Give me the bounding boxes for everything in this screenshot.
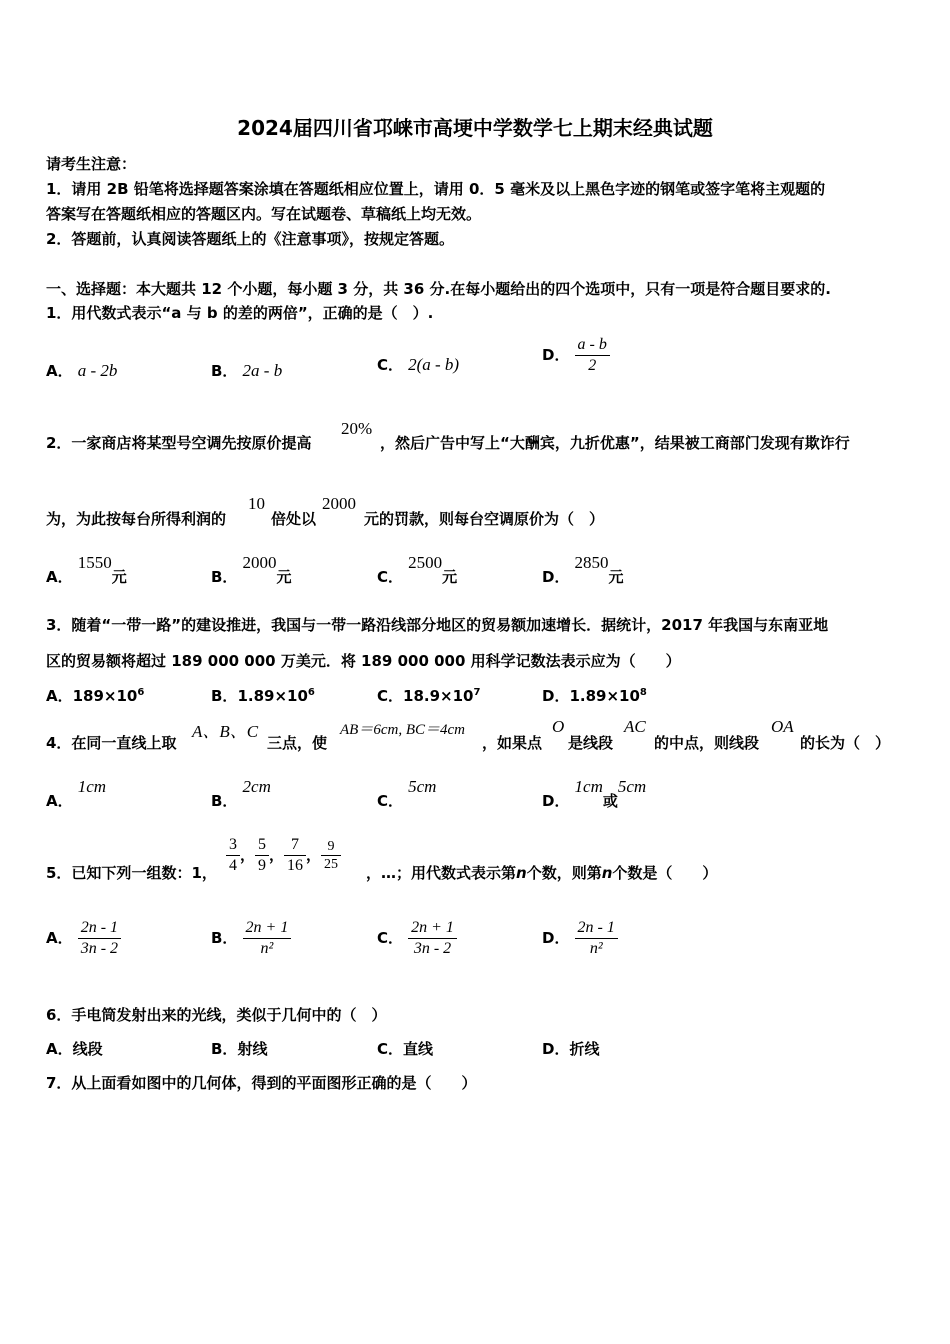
q1-label-d: D． (542, 346, 570, 364)
q2-option-c[interactable] (377, 552, 458, 586)
q1-a-value: a - 2b (77, 361, 118, 380)
q2-c-unit: 元 (442, 568, 458, 586)
q3-label-d: D． (542, 687, 570, 705)
q6-d-value: 折线 (569, 1040, 600, 1058)
q6-option-d[interactable] (542, 1038, 599, 1059)
q4-a-value: 1cm (77, 777, 107, 796)
notice-line-2: 2．答题前，认真阅读答题纸上的《注意事项》，按规定答题。 (46, 230, 454, 248)
q5-seq-fraction (284, 835, 306, 876)
q1-option-b[interactable] (211, 360, 282, 381)
q2-percent: 20% (341, 419, 373, 438)
q4-option-d[interactable] (542, 776, 647, 810)
q6-label-b: B． (211, 1040, 238, 1058)
q5-d-den: n² (589, 940, 603, 957)
q4-b-value: 2cm (242, 777, 271, 796)
q5-stem-part2 (366, 862, 717, 883)
notice-line-1a: 1．请用 2B 铅笔将选择题答案涂填在答题纸相应位置上，请用 0．5 毫米及以上黑色字迹的钢笔或签字笔将主观题的 (46, 180, 826, 198)
q4-label-b: B． (211, 792, 238, 810)
q3-option-d[interactable] (542, 685, 647, 706)
q3-a-exp: 6 (137, 687, 145, 698)
q5-seq-den: 16 (287, 857, 304, 874)
q3-d-exp: 8 (639, 687, 647, 698)
q2-a-unit: 元 (111, 568, 127, 586)
q2-stem-part4: 倍处以 (271, 510, 317, 528)
q3-b-exp: 6 (307, 687, 315, 698)
q4-label-a: A． (46, 792, 73, 810)
q2-a-value: 1550 (77, 553, 112, 572)
q3-stem-line2: 区的贸易额将超过 189 000 000 万美元．将 189 000 000 用科学记数法表示应为（ ） (46, 652, 681, 670)
notice-line-1b: 答案写在答题纸相应的答题区内。写在试题卷、草稿纸上均无效。 (46, 205, 482, 223)
q4-stem-part2: 三点，使 (267, 734, 328, 752)
q5-seq-comma: ， (240, 846, 256, 864)
q4-label-c: C． (377, 792, 404, 810)
q3-a-base: 189×10 (72, 687, 138, 705)
q3-option-c[interactable] (377, 685, 480, 706)
q2-label-a: A． (46, 568, 73, 586)
q2-b-unit: 元 (276, 568, 292, 586)
q6-option-b[interactable] (211, 1038, 267, 1059)
q1-label-a: A． (46, 362, 73, 380)
q5-seq-fraction (226, 835, 240, 876)
q5-seq-comma: ， (306, 846, 322, 864)
q4-point-o: O (552, 717, 565, 736)
q5-c-den: 3n - 2 (413, 940, 452, 957)
q4-option-a[interactable] (46, 776, 107, 810)
q2-b-value: 2000 (242, 553, 277, 572)
q5-c-fraction (408, 918, 457, 959)
q6-label-c: C． (377, 1040, 404, 1058)
q4-c-value: 5cm (408, 777, 437, 796)
q5-seq-num: 9 (321, 838, 341, 856)
q3-stem-line1: 3．随着“一带一路”的建设推进，我国与一带一路沿线部分地区的贸易额加速增长．据统计，2017 年我国与东南亚地 (46, 616, 829, 634)
q2-fine: 2000 (322, 494, 356, 513)
q4-stem-part3: ，如果点 (482, 734, 543, 752)
q5-seq-den: 25 (324, 857, 339, 872)
q6-option-a[interactable] (46, 1038, 103, 1059)
q3-option-a[interactable] (46, 685, 144, 706)
q4-d-or: 或 (602, 792, 618, 810)
q4-stem-part6: 的长为（ ） (800, 734, 891, 752)
q1-option-c[interactable] (377, 354, 459, 375)
q5-c-num: 2n + 1 (408, 918, 457, 939)
q3-label-b: B． (211, 687, 238, 705)
q5-b-fraction (243, 918, 292, 959)
q3-label-c: C． (377, 687, 404, 705)
q5-option-a[interactable] (46, 918, 121, 959)
q4-stem-part5: 的中点，则线段 (654, 734, 760, 752)
q3-c-exp: 7 (473, 687, 481, 698)
q4-option-b[interactable] (211, 776, 271, 810)
q5-stem-c: 个数，则第 (526, 864, 602, 882)
page-title: 2024届四川省邛崃市高埂中学数学七上期末经典试题 (237, 116, 713, 140)
q2-label-b: B． (211, 568, 238, 586)
q2-stem-part1: 2．一家商店将某型号空调先按原价提高 (46, 434, 312, 452)
q1-c-value: 2(a - b) (408, 355, 460, 374)
q1-b-value: 2a - b (242, 361, 283, 380)
q6-label-a: A． (46, 1040, 73, 1058)
q5-seq-fraction (321, 838, 341, 873)
q2-times: 10 (248, 494, 265, 513)
q5-seq-num: 3 (226, 835, 240, 856)
q2-label-d: D． (542, 568, 570, 586)
q2-label-c: C． (377, 568, 404, 586)
q1-option-d[interactable] (542, 335, 610, 376)
q3-c-base: 18.9×10 (403, 687, 474, 705)
q5-option-b[interactable] (211, 918, 291, 959)
q6-c-value: 直线 (403, 1040, 434, 1058)
q4-segment-ac: AC (624, 717, 646, 736)
q5-stem-part1: 5．已知下列一组数：1， (46, 864, 217, 882)
q5-seq-num: 7 (284, 835, 306, 856)
q1-d-numerator: a - b (575, 335, 610, 356)
q2-option-d[interactable] (542, 552, 624, 586)
q1-label-c: C． (377, 356, 404, 374)
q2-d-value: 2850 (574, 553, 609, 572)
q3-b-base: 1.89×10 (237, 687, 308, 705)
q3-d-base: 1.89×10 (569, 687, 640, 705)
q4-d-value-1: 1cm (574, 777, 603, 796)
q2-stem-part5: 元的罚款，则每台空调原价为（ ） (364, 510, 605, 528)
q5-n-1: n (516, 864, 527, 882)
q5-d-fraction (575, 918, 618, 959)
q4-segment-oa: OA (771, 717, 794, 736)
q4-option-c[interactable] (377, 776, 437, 810)
q2-d-unit: 元 (608, 568, 624, 586)
q5-seq-comma: ， (269, 846, 285, 864)
q2-stem-part2: ，然后广告中写上“大酬宾，九折优惠”，结果被工商部门发现有欺诈行 (380, 434, 850, 452)
q2-stem-part3: 为，为此按每台所得利润的 (46, 510, 227, 528)
q5-a-fraction (78, 918, 121, 959)
q5-b-den: n² (260, 940, 274, 957)
notice-heading: 请考生注意： (46, 155, 137, 173)
q7-stem: 7．从上面看如图中的几何体，得到的平面图形正确的是（ ） (46, 1074, 477, 1092)
q6-stem: 6．手电筒发射出来的光线，类似于几何中的（ ） (46, 1006, 387, 1024)
q5-seq-num: 5 (255, 835, 269, 856)
q5-a-num: 2n - 1 (78, 918, 121, 939)
q6-a-value: 线段 (72, 1040, 103, 1058)
q3-label-a: A． (46, 687, 73, 705)
q5-sequence (226, 835, 341, 876)
q1-d-fraction (575, 335, 610, 376)
q5-stem-b: ，…；用代数式表示第 (366, 864, 517, 882)
q6-label-d: D． (542, 1040, 570, 1058)
q5-option-d[interactable] (542, 918, 618, 959)
q5-d-num: 2n - 1 (575, 918, 618, 939)
q2-c-value: 2500 (408, 553, 443, 572)
q1-label-b: B． (211, 362, 238, 380)
q5-seq-den: 9 (258, 857, 267, 874)
q1-d-denominator: 2 (588, 357, 597, 374)
q4-condition: AB＝6cm, BC＝4cm (340, 722, 465, 738)
q3-option-b[interactable] (211, 685, 315, 706)
q5-seq-den: 4 (229, 857, 237, 874)
q4-points: A、B、C (192, 722, 259, 741)
q1-option-a[interactable] (46, 360, 117, 381)
q6-option-c[interactable] (377, 1038, 433, 1059)
q4-stem-part4: 是线段 (568, 734, 614, 752)
q5-seq-fraction (255, 835, 269, 876)
q5-label-c: C． (377, 929, 404, 947)
q1-stem: 1．用代数式表示“a 与 b 的差的两倍”，正确的是（ ）. (46, 304, 434, 322)
q5-label-d: D． (542, 929, 570, 947)
q6-b-value: 射线 (237, 1040, 268, 1058)
q2-option-a[interactable] (46, 552, 127, 586)
q4-d-value-2: 5cm (617, 777, 647, 796)
q5-option-c[interactable] (377, 918, 457, 959)
q5-stem-d: 个数是（ ） (612, 864, 718, 882)
q4-label-d: D． (542, 792, 570, 810)
section-heading: 一、选择题：本大题共 12 个小题，每小题 3 分，共 36 分.在每小题给出的四个选项中，只有一项是符合题目要求的. (46, 280, 831, 298)
q5-b-num: 2n + 1 (243, 918, 292, 939)
q5-label-b: B． (211, 929, 238, 947)
q2-option-b[interactable] (211, 552, 292, 586)
q4-stem-part1: 4．在同一直线上取 (46, 734, 177, 752)
q5-label-a: A． (46, 929, 73, 947)
q5-a-den: 3n - 2 (80, 940, 119, 957)
q5-n-2: n (601, 864, 613, 882)
